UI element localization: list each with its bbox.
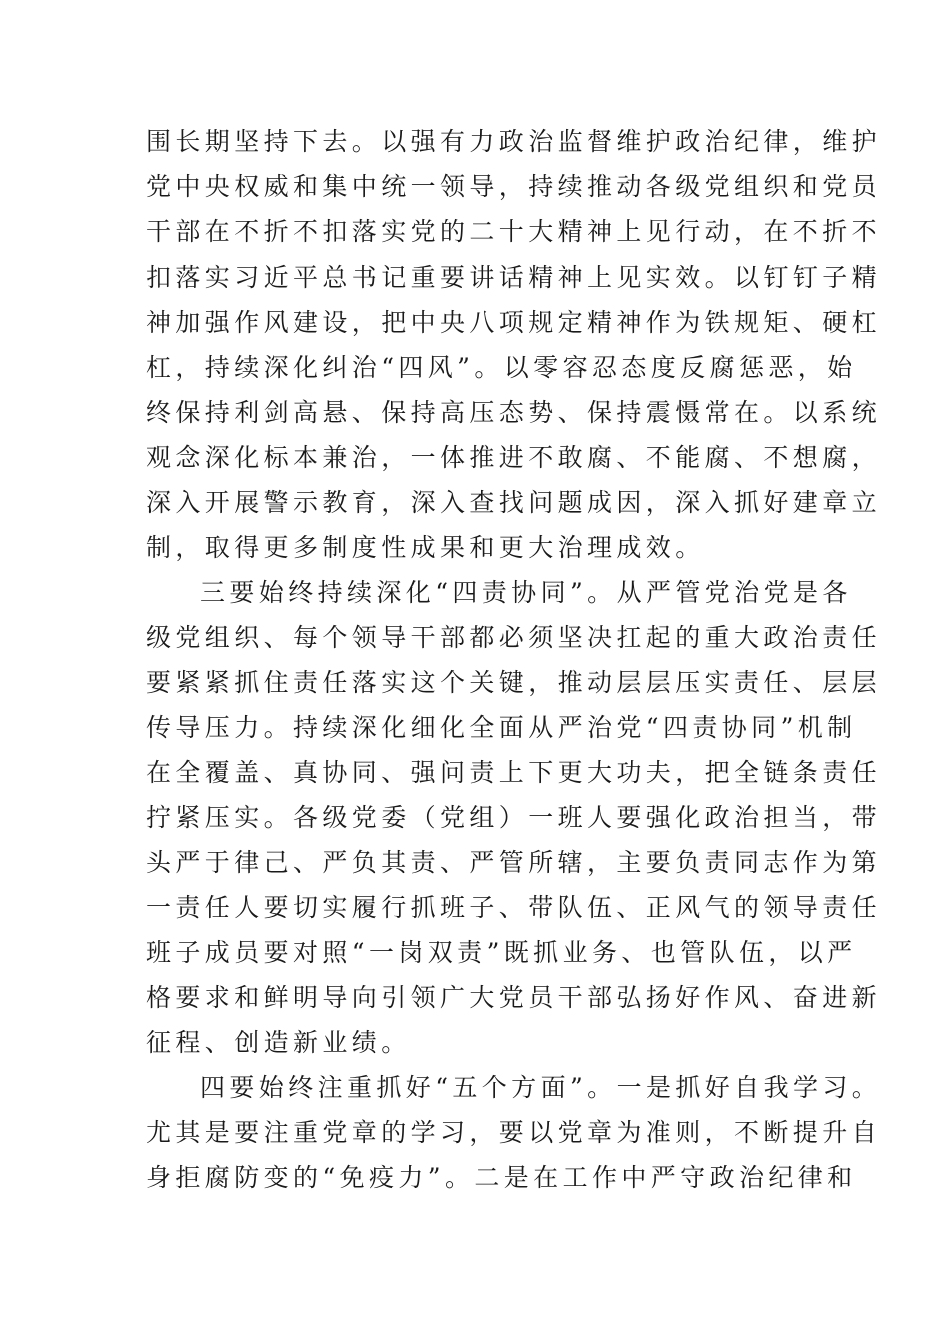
- text-line: 扣落实习近平总书记重要讲话精神上见实效。以钉钉子精: [146, 263, 882, 292]
- text-line: 尤其是要注重党章的学习，要以党章为准则，不断提升自: [146, 1118, 882, 1147]
- text-line: 观念深化标本兼治，一体推进不敢腐、不能腐、不想腐，: [146, 443, 882, 472]
- text-line: 传导压力。持续深化细化全面从严治党“四责协同”机制: [146, 713, 857, 742]
- text-line: 围长期坚持下去。以强有力政治监督维护政治纪律，维护: [146, 127, 882, 156]
- text-line: 格要求和鲜明导向引领广大党员干部弘扬好作风、奋进新: [146, 983, 882, 1012]
- text-line: 征程、创造新业绩。: [146, 1028, 411, 1057]
- text-line: 头严于律己、严负其责、严管所辖，主要负责同志作为第: [146, 848, 882, 877]
- text-line: 杠，持续深化纠治“四风”。以零容忍态度反腐惩恶，始: [146, 353, 857, 382]
- text-line: 深入开展警示教育，深入查找问题成因，深入抓好建章立: [146, 488, 882, 517]
- text-line: 干部在不折不扣落实党的二十大精神上见行动，在不折不: [146, 217, 882, 246]
- text-line: 神加强作风建设，把中央八项规定精神作为铁规矩、硬杠: [146, 308, 882, 337]
- text-line: 党中央权威和集中统一领导，持续推动各级党组织和党员: [146, 172, 882, 201]
- text-line: 在全覆盖、真协同、强问责上下更大功夫，把全链条责任: [146, 758, 882, 787]
- text-line: 班子成员要对照“一岗双责”既抓业务、也管队伍，以严: [146, 938, 857, 967]
- paragraph-first-line: 四要始终注重抓好“五个方面”。一是抓好自我学习。: [200, 1073, 882, 1102]
- text-line: 制，取得更多制度性成果和更大治理成效。: [146, 533, 705, 562]
- text-line: 拧紧压实。各级党委（党组）一班人要强化政治担当，带: [146, 803, 882, 832]
- paragraph-first-line: 三要始终持续深化“四责协同”。从严管党治党是各: [200, 578, 852, 607]
- text-line: 终保持利剑高悬、保持高压态势、保持震慑常在。以系统: [146, 398, 882, 427]
- text-line: 一责任人要切实履行抓班子、带队伍、正风气的领导责任: [146, 893, 882, 922]
- text-line: 身拒腐防变的“免疫力”。二是在工作中严守政治纪律和: [146, 1163, 857, 1192]
- text-line: 要紧紧抓住责任落实这个关键，推动层层压实责任、层层: [146, 668, 882, 697]
- text-line: 级党组织、每个领导干部都必须坚决扛起的重大政治责任: [146, 623, 882, 652]
